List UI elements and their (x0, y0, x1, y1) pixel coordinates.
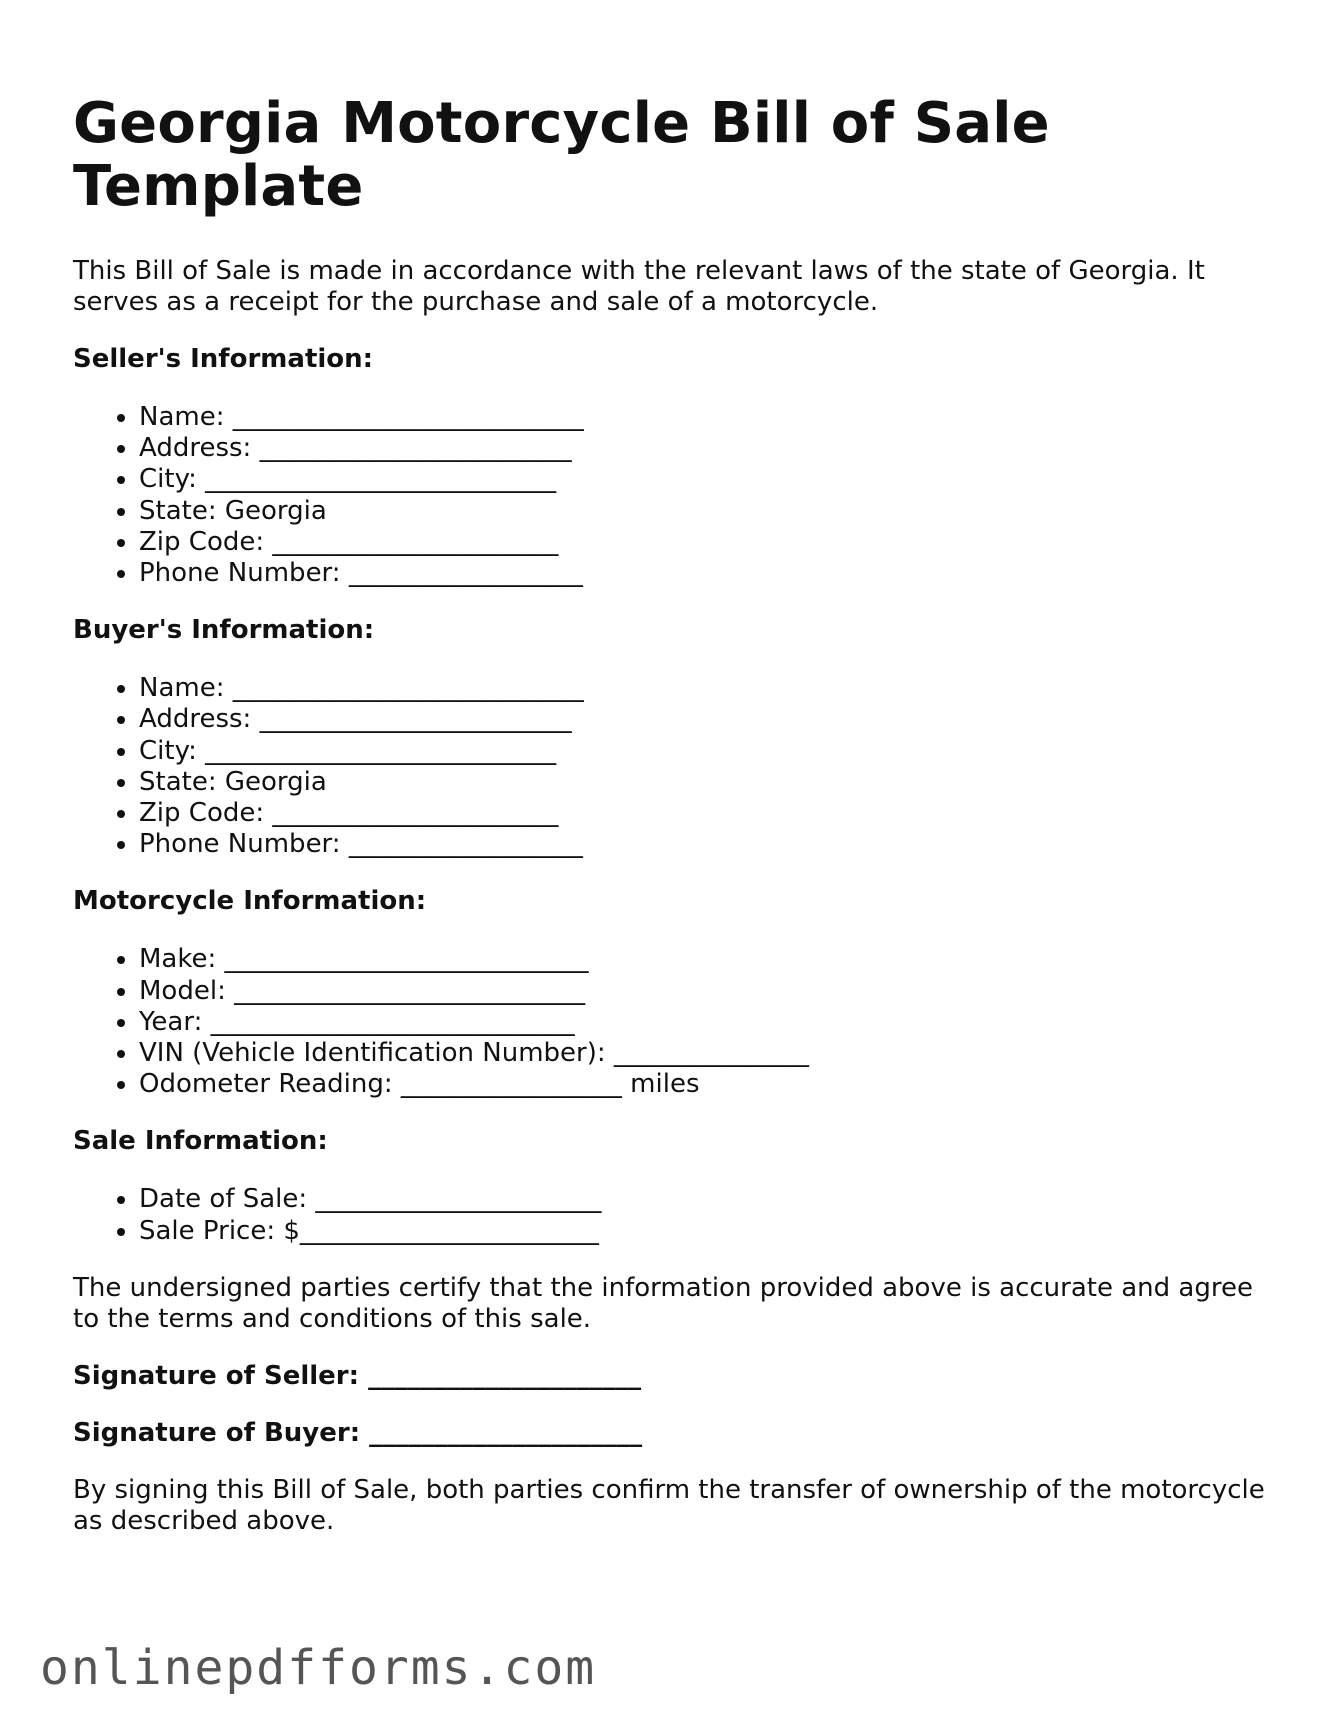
intro-paragraph: This Bill of Sale is made in accordance with the relevant laws of the state of Georgia. It serves as a receipt for the purchase and sale of a motorcycle. (73, 256, 1205, 317)
seller-zip-field: • Zip Code: ______________________ (139, 527, 1273, 558)
motorcycle-vin-field: • VIN (Vehicle Identification Number): _______________ (139, 1038, 1273, 1069)
seller-signature-line: Signature of Seller: _____________________ (73, 1360, 642, 1391)
buyer-phone-field: • Phone Number: __________________ (139, 829, 1273, 860)
buyer-address-field: • Address: ________________________ (139, 704, 1273, 735)
seller-heading: Seller's Information: (73, 344, 374, 374)
seller-state-field: • State: Georgia (139, 496, 1273, 527)
buyer-zip-field: • Zip Code: ______________________ (139, 798, 1273, 829)
certification-paragraph: The undersigned parties certify that the information provided above is accurate and agree to the terms and conditions of this sale. (73, 1272, 1253, 1334)
document-page (73, 92, 1273, 1537)
sale-price-field: • Sale Price: $_______________________ (139, 1216, 1273, 1247)
motorcycle-heading: Motorcycle Information: (73, 886, 427, 917)
motorcycle-make-field: • Make: ____________________________ (139, 944, 1273, 975)
buyer-name-field: • Name: ___________________________ (139, 673, 1273, 704)
motorcycle-year-field: • Year: ____________________________ (139, 1007, 1273, 1038)
document-title: Georgia Motorcycle Bill of Sale Template (73, 91, 1050, 219)
sale-fields-list (73, 1184, 1273, 1246)
motorcycle-fields-list (73, 944, 1273, 1100)
closing-paragraph: By signing this Bill of Sale, both parties confirm the transfer of ownership of the motorcycle as described above. (73, 1474, 1265, 1536)
buyer-heading: Buyer's Information: (73, 615, 375, 646)
seller-name-field: • Name: ___________________________ (139, 402, 1273, 433)
buyer-signature-line: Signature of Buyer: _____________________ (73, 1417, 643, 1448)
sale-date-field: • Date of Sale: ______________________ (139, 1184, 1273, 1215)
buyer-fields-list (73, 673, 1273, 860)
seller-fields-list (73, 402, 1273, 589)
seller-address-field: • Address: ________________________ (139, 433, 1273, 464)
motorcycle-model-field: • Model: ___________________________ (139, 976, 1273, 1007)
buyer-city-field: • City: ___________________________ (139, 736, 1273, 767)
seller-city-field: • City: ___________________________ (139, 464, 1273, 495)
sale-heading: Sale Information: (73, 1126, 328, 1157)
site-watermark: onlinepdfforms.com (40, 1640, 597, 1696)
buyer-state-field: • State: Georgia (139, 767, 1273, 798)
motorcycle-odometer-field: • Odometer Reading: _________________ miles (139, 1069, 1273, 1100)
seller-phone-field: • Phone Number: __________________ (139, 558, 1273, 589)
